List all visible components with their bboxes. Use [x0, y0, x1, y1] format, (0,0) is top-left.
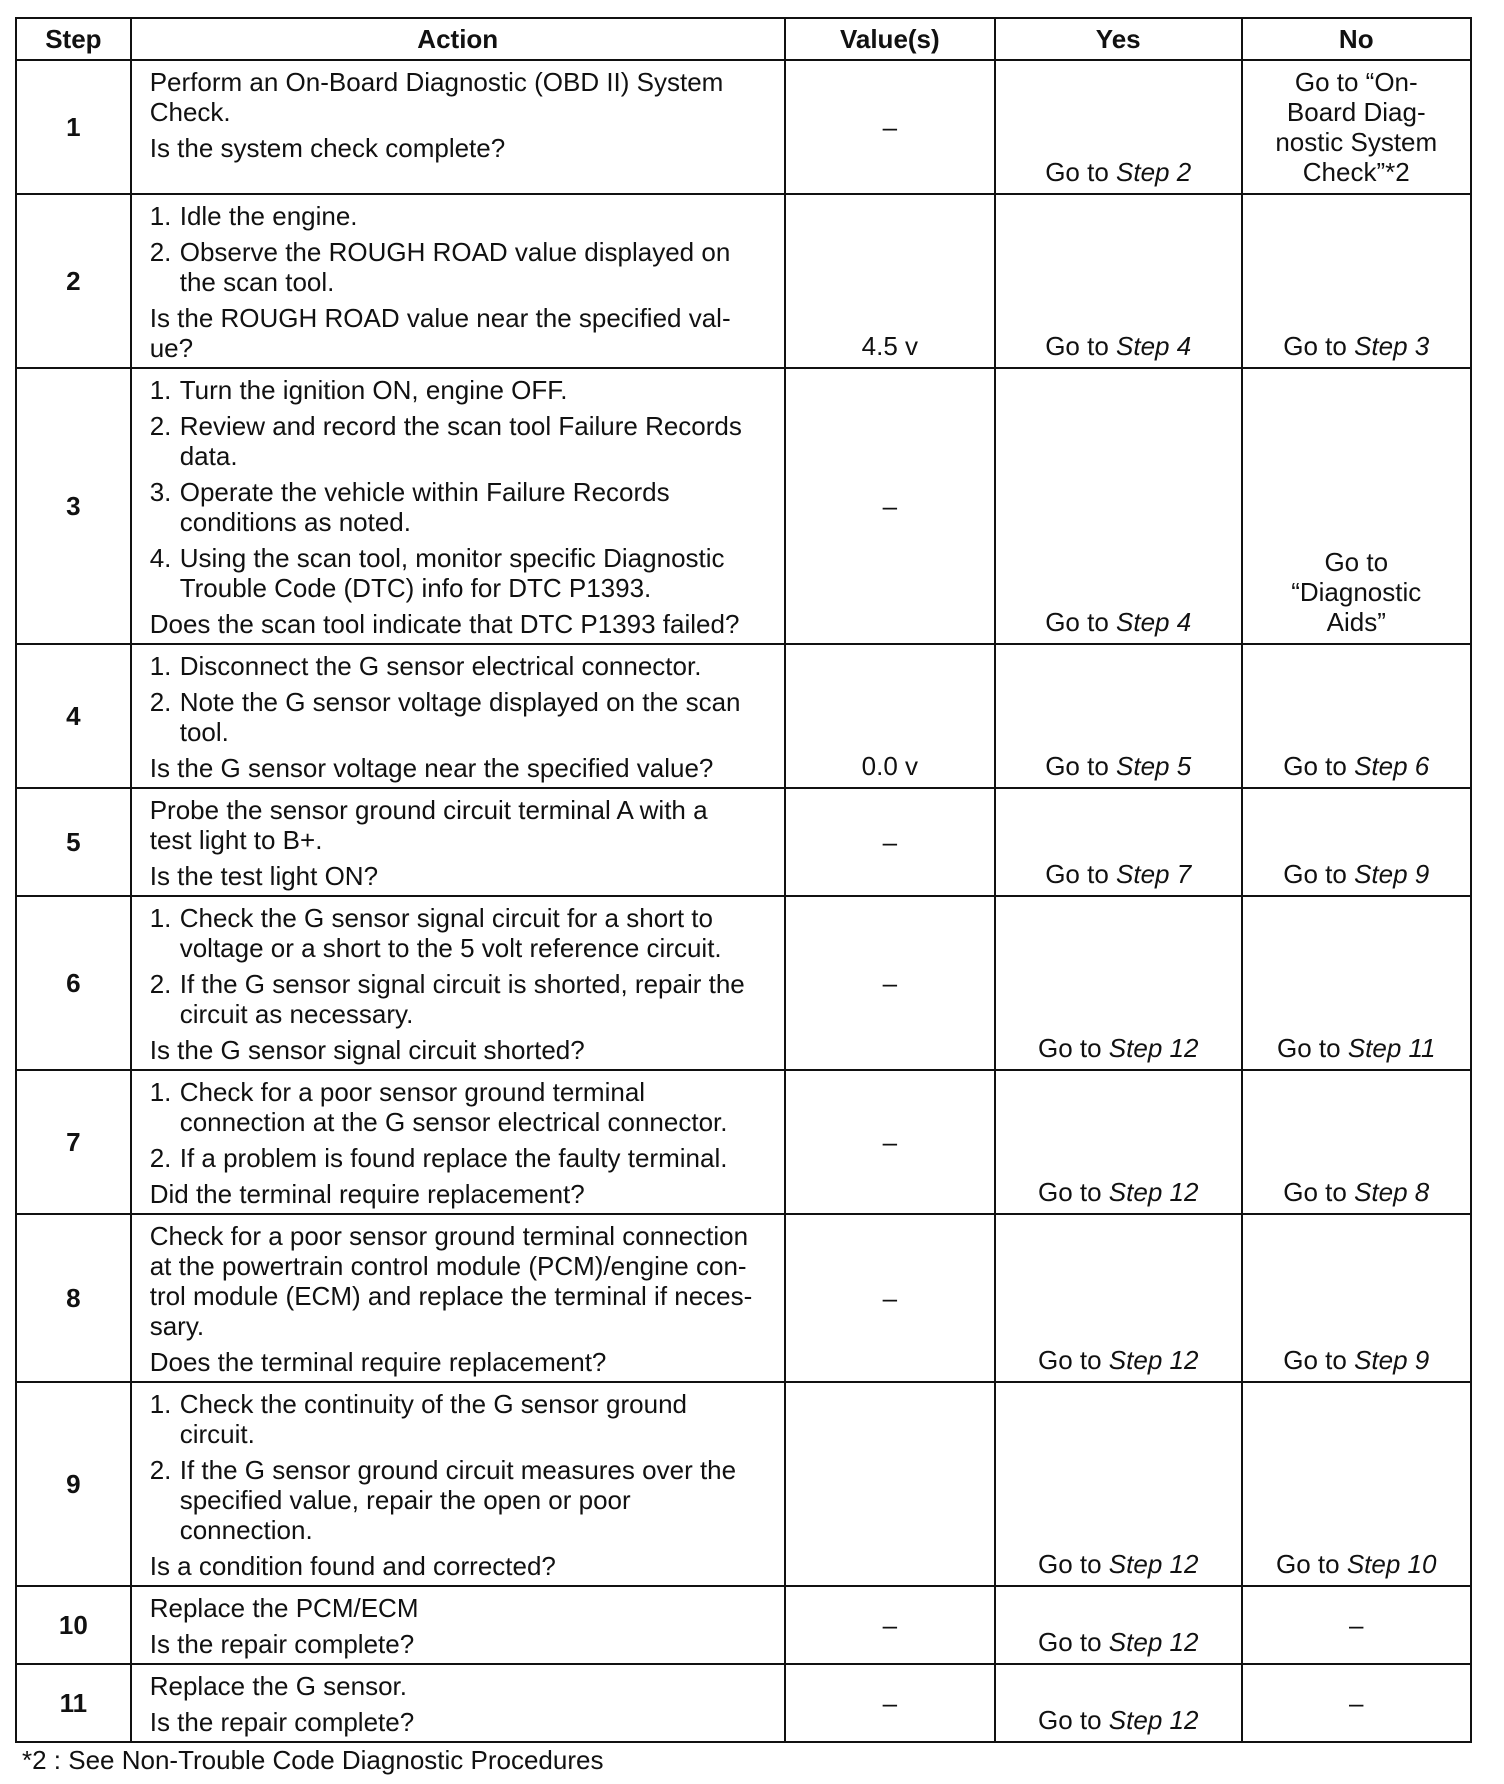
value-cell: – [785, 788, 995, 896]
step-number: 11 [16, 1664, 131, 1742]
table-row [16, 1382, 1471, 1586]
yes-step-link[interactable]: Step 4 [1116, 607, 1192, 637]
yes-cell: Go to Step 12 [995, 1214, 1242, 1382]
table-row [16, 1586, 1471, 1664]
action-cell [131, 1070, 785, 1214]
action-cell [131, 194, 785, 368]
table-row [16, 194, 1471, 368]
list-item: 2. Note the G sensor voltage displayed on the scan tool. [149, 687, 741, 747]
yes-cell: Go to Step 12 [995, 1586, 1242, 1664]
no-text[interactable]: Go to [1324, 547, 1389, 577]
list-item: 2. Review and record the scan tool Failure Records data. [149, 411, 742, 471]
no-cell: Go to Step 3 [1242, 194, 1471, 368]
table-row [16, 644, 1471, 788]
no-cell: – [1242, 1586, 1471, 1664]
question-text: Is the G sensor voltage near the specified value? [149, 753, 714, 783]
step-number: 7 [16, 1070, 131, 1214]
list-item: 1. Check for a poor sensor ground terminal connection at the G sensor electrical connector. [149, 1077, 728, 1137]
yes-step-link[interactable]: Step 12 [1108, 1705, 1199, 1735]
value-cell: – [785, 1214, 995, 1382]
step-number: 1 [16, 60, 131, 194]
step-number: 10 [16, 1586, 131, 1664]
yes-step-link[interactable]: Step 12 [1108, 1549, 1199, 1579]
action-cell [131, 896, 785, 1070]
yes-cell: Go to Step 12 [995, 1664, 1242, 1742]
list-item: 3. Operate the vehicle within Failure Records conditions as noted. [149, 477, 670, 537]
go-to-text: Go to [1045, 157, 1109, 187]
no-text[interactable]: “Diagnostic [1291, 577, 1422, 607]
yes-step-link[interactable]: Step 12 [1108, 1177, 1199, 1207]
action-text: Check. [149, 97, 231, 127]
list-item: 1. Idle the engine. [149, 201, 358, 231]
no-text[interactable]: nostic System [1275, 127, 1438, 157]
yes-step-link[interactable]: Step 7 [1116, 859, 1192, 889]
question-text: Did the terminal require replacement? [149, 1179, 585, 1209]
no-cell: Go to Step 9 [1242, 1214, 1471, 1382]
yes-step-link[interactable]: Step 12 [1108, 1033, 1199, 1063]
no-step-link[interactable]: Step 9 [1354, 859, 1430, 889]
yes-cell: Go to Step 7 [995, 788, 1242, 896]
list-item: 1. Check the continuity of the G sensor ground circuit. [149, 1389, 688, 1449]
question-text: Is the test light ON? [149, 861, 379, 891]
yes-cell: Go to Step 4 [995, 368, 1242, 644]
table-row [16, 1214, 1471, 1382]
action-cell [131, 644, 785, 788]
yes-cell: Go to Step 5 [995, 644, 1242, 788]
no-step-link[interactable]: Step 10 [1346, 1549, 1437, 1579]
value-cell: – [785, 1070, 995, 1214]
question-text: Is the repair complete? [149, 1707, 415, 1737]
yes-cell: Go to Step 12 [995, 1070, 1242, 1214]
header-action: Action [131, 18, 785, 60]
step-number: 9 [16, 1382, 131, 1586]
table-row [16, 896, 1471, 1070]
no-cell: – [1242, 1664, 1471, 1742]
diagnostic-table [15, 17, 1472, 1743]
question-text: Is the ROUGH ROAD value near the specified val- [149, 303, 731, 333]
yes-cell: Go to Step 12 [995, 1382, 1242, 1586]
action-text: Perform an On-Board Diagnostic (OBD II) System [149, 67, 724, 97]
no-cell: Go to Step 8 [1242, 1070, 1471, 1214]
action-cell [131, 368, 785, 644]
action-cell [131, 1382, 785, 1586]
question-text: ue? [149, 333, 194, 363]
yes-cell: Go to Step 4 [995, 194, 1242, 368]
value-cell: – [785, 896, 995, 1070]
no-cell: Go to Step 10 [1242, 1382, 1471, 1586]
step-number: 8 [16, 1214, 131, 1382]
list-item: 2. If a problem is found replace the faulty terminal. [149, 1143, 728, 1173]
step-number: 5 [16, 788, 131, 896]
step-number: 3 [16, 368, 131, 644]
header-yes: Yes [995, 18, 1242, 60]
list-item: 2. If the G sensor ground circuit measures over the specified value, repair the open or poor connection. [149, 1455, 737, 1545]
list-item: 1. Check the G sensor signal circuit for a short to voltage or a short to the 5 volt reference circuit. [149, 903, 722, 963]
value-cell: – [785, 1664, 995, 1742]
value-cell: 0.0 v [785, 644, 995, 788]
footnote: *2 : See Non-Trouble Code Diagnostic Procedures [22, 1745, 604, 1775]
no-text[interactable]: Check”*2 [1302, 157, 1410, 187]
yes-cell [995, 60, 1242, 194]
question-text: Is the system check complete? [149, 133, 506, 163]
no-text[interactable]: Board Diag- [1286, 97, 1426, 127]
list-item: 1. Disconnect the G sensor electrical connector. [149, 651, 702, 681]
list-item: 4. Using the scan tool, monitor specific Diagnostic Trouble Code (DTC) info for DTC P1393. [149, 543, 725, 603]
yes-step-link[interactable]: Step 12 [1108, 1627, 1199, 1657]
no-step-link[interactable]: Step 6 [1354, 751, 1430, 781]
step-number: 6 [16, 896, 131, 1070]
value-cell: – [785, 60, 995, 194]
no-cell [1242, 368, 1471, 644]
action-cell: Replace the G sensor. Is the repair complete? [131, 1664, 785, 1742]
action-cell: Check for a poor sensor ground terminal connection at the powertrain control module (PCM)/engine con- trol module (ECM) and replace the terminal if neces- sary. Does the terminal require replacement? [131, 1214, 785, 1382]
no-cell [1242, 60, 1471, 194]
table-row [16, 788, 1471, 896]
list-item: 2. If the G sensor signal circuit is shorted, repair the circuit as necessary. [149, 969, 745, 1029]
yes-step-link[interactable]: Step 2 [1116, 157, 1192, 187]
list-item: 1. Turn the ignition ON, engine OFF. [149, 375, 568, 405]
action-cell: Probe the sensor ground circuit terminal A with a test light to B+. Is the test light ON? [131, 788, 785, 896]
action-cell [131, 60, 785, 194]
table-row [16, 368, 1471, 644]
header-step: Step [16, 18, 131, 60]
no-step-link[interactable]: Step 8 [1354, 1177, 1430, 1207]
table-row [16, 1070, 1471, 1214]
value-cell: – [785, 1586, 995, 1664]
step-number: 2 [16, 194, 131, 368]
header-row [16, 18, 1471, 60]
header-no: No [1242, 18, 1471, 60]
table-row [16, 1664, 1471, 1742]
value-cell [785, 1382, 995, 1586]
yes-step-link[interactable]: Step 4 [1116, 331, 1192, 361]
question-text: Does the terminal require replacement? [149, 1347, 607, 1377]
step-number: 4 [16, 644, 131, 788]
list-item: 2. Observe the ROUGH ROAD value displayed on the scan tool. [149, 237, 731, 297]
question-text: Is the G sensor signal circuit shorted? [149, 1035, 585, 1065]
value-cell: – [785, 368, 995, 644]
yes-step-link[interactable]: Step 5 [1116, 751, 1192, 781]
no-cell: Go to Step 6 [1242, 644, 1471, 788]
question-text: Is the repair complete? [149, 1629, 415, 1659]
no-cell: Go to Step 11 [1242, 896, 1471, 1070]
yes-step-link[interactable]: Step 12 [1108, 1345, 1199, 1375]
question-text: Does the scan tool indicate that DTC P1393 failed? [149, 609, 740, 639]
value-cell: 4.5 v [785, 194, 995, 368]
no-step-link[interactable]: Step 3 [1354, 331, 1430, 361]
no-cell: Go to Step 9 [1242, 788, 1471, 896]
no-step-link[interactable]: Step 9 [1354, 1345, 1430, 1375]
question-text: Is a condition found and corrected? [149, 1551, 556, 1581]
no-text[interactable]: Aids” [1326, 607, 1386, 637]
no-text[interactable]: Go to “On- [1294, 67, 1418, 97]
action-cell: Replace the PCM/ECM Is the repair complete? [131, 1586, 785, 1664]
no-step-link[interactable]: Step 11 [1347, 1033, 1436, 1063]
header-values: Value(s) [785, 18, 995, 60]
yes-cell: Go to Step 12 [995, 896, 1242, 1070]
table-row [16, 60, 1471, 194]
